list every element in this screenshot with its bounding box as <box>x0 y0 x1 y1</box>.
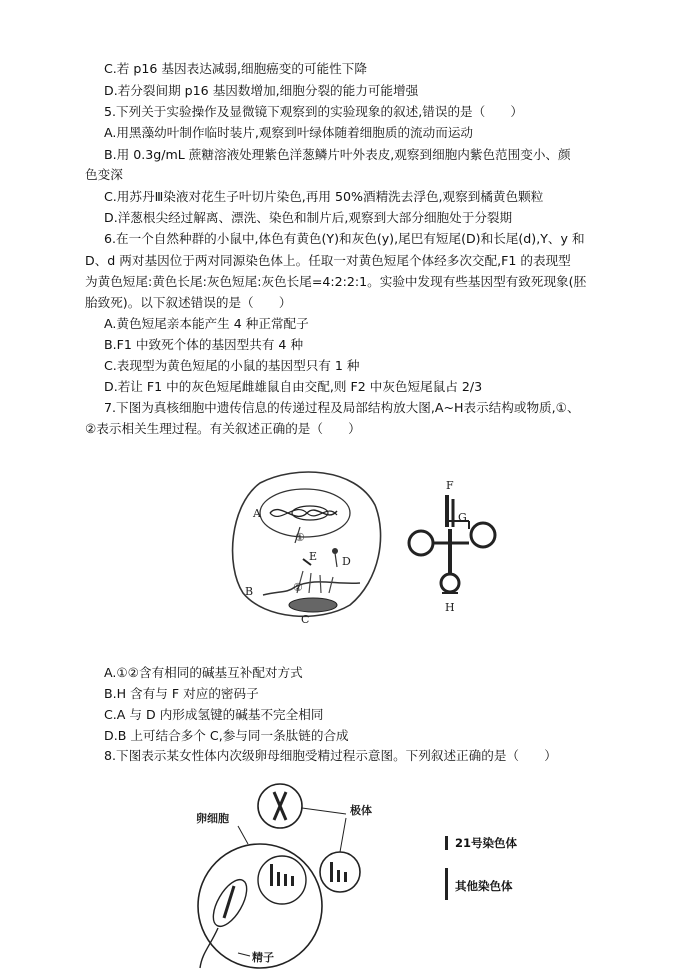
q7-option-c: C.A 与 D 内形成氢键的碱基不完全相同 <box>104 707 324 722</box>
line-d-p16: D.若分裂间期 p16 基因数增加,细胞分裂的能力可能增强 <box>104 83 419 98</box>
q5-option-c: C.用苏丹Ⅲ染液对花生子叶切片染色,再用 50%酒精洗去浮色,观察到橘黄色颗粒 <box>104 189 544 204</box>
label-f: F <box>446 479 454 492</box>
question-6-cont-2: 为黄色短尾:黄色长尾:灰色短尾:灰色长尾=4:2:2:1。实验中发现有些基因型有致死现象(胚 <box>85 274 587 289</box>
trna-structure <box>409 495 495 593</box>
q6-option-d: D.若让 F1 中的灰色短尾雌雄鼠自由交配,则 F2 中灰色短尾鼠占 2/3 <box>104 379 483 394</box>
question-7: 7.下图为真核细胞中遗传信息的传递过程及局部结构放大图,A~H表示结构或物质,①、 <box>104 400 580 415</box>
legend-chr21-label: 21号染色体 <box>455 836 518 850</box>
label-d: D <box>342 555 351 568</box>
question-6-cont-1: D、d 两对基因位于两对同源染色体上。任取一对黄色短尾个体经多次交配,F1 的表现型 <box>85 253 571 268</box>
legend-other <box>445 868 448 900</box>
q6-option-c: C.表现型为黄色短尾的小鼠的基因型只有 1 种 <box>104 358 360 373</box>
cell-transcription-figure <box>225 465 515 625</box>
q5-option-d: D.洋葱根尖经过解离、漂洗、染色和制片后,观察到大部分细胞处于分裂期 <box>104 210 513 225</box>
label-process-2: ② <box>293 581 303 594</box>
question-8: 8.下图表示某女性体内次级卵母细胞受精过程示意图。下列叙述正确的是（ ） <box>104 748 557 763</box>
question-5: 5.下列关于实验操作及显微镜下观察到的实验现象的叙述,错误的是（ ） <box>104 104 524 119</box>
q5-option-b-cont: 色变深 <box>85 167 123 182</box>
label-polar-body: 极体 <box>350 804 372 817</box>
label-c: C <box>301 613 310 625</box>
label-b: B <box>245 585 254 598</box>
label-a: A <box>253 507 261 520</box>
label-g: G <box>458 511 467 524</box>
q7-option-a: A.①②含有相同的碱基互补配对方式 <box>104 665 303 680</box>
q6-option-a: A.黄色短尾亲本能产生 4 种正常配子 <box>104 316 309 331</box>
question-6: 6.在一个自然种群的小鼠中,体色有黄色(Y)和灰色(y),尾巴有短尾(D)和长尾(d),Y、y 和 <box>104 231 585 246</box>
fertilization-figure <box>190 778 410 971</box>
question-7-cont: ②表示相关生理过程。有关叙述正确的是（ ） <box>85 421 361 436</box>
label-e: E <box>309 550 318 563</box>
line-c-p16: C.若 p16 基因表达减弱,细胞癌变的可能性下降 <box>104 61 367 76</box>
legend-chr21 <box>445 836 448 850</box>
label-egg-cell: 卵细胞 <box>196 812 229 825</box>
question-6-cont-3: 胎致死)。以下叙述错误的是（ ） <box>85 295 292 310</box>
q5-option-a: A.用黑藻幼叶制作临时装片,观察到叶绿体随着细胞质的流动而运动 <box>104 125 474 140</box>
q7-option-b: B.H 含有与 F 对应的密码子 <box>104 686 259 701</box>
q5-option-b: B.用 0.3g/mL 蔗糖溶液处理紫色洋葱鳞片叶外表皮,观察到细胞内紫色范围变小、颜 <box>104 147 571 162</box>
label-process-1: ① <box>295 531 305 544</box>
legend-other-label: 其他染色体 <box>455 879 513 893</box>
q6-option-b: B.F1 中致死个体的基因型共有 4 种 <box>104 337 304 352</box>
q7-option-d: D.B 上可结合多个 C,参与同一条肽链的合成 <box>104 728 349 743</box>
label-sperm: 精子 <box>252 951 274 964</box>
label-h: H <box>445 601 455 614</box>
